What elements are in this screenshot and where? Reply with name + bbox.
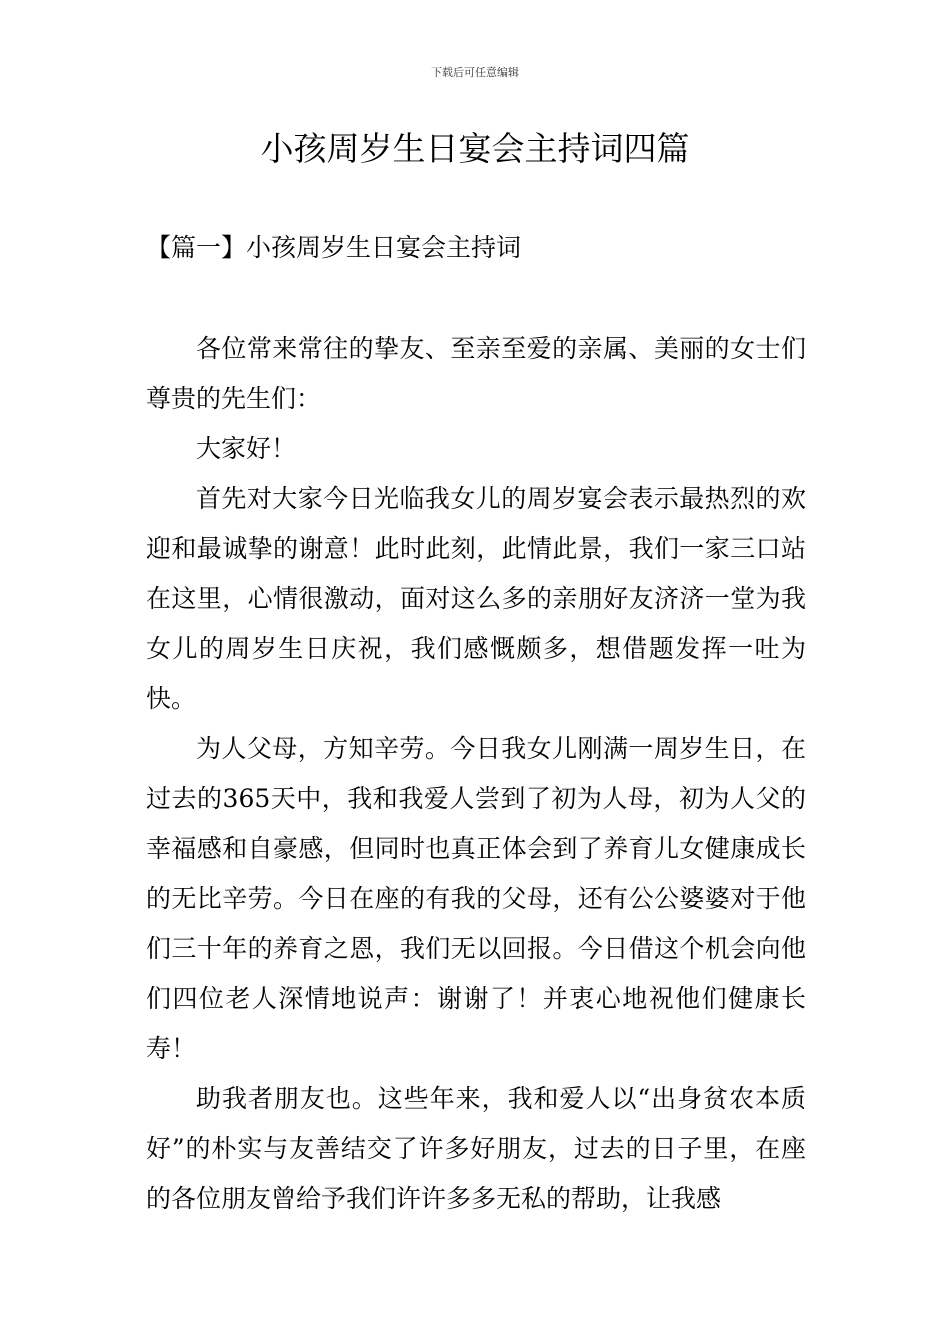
section-heading: 【篇一】小孩周岁生日宴会主持词 xyxy=(146,233,522,262)
header-note: 下载后可任意编辑 xyxy=(431,66,519,79)
paragraph-greeting: 各位常来常往的挚友、至亲至爱的亲属、美丽的女士们尊贵的先生们： xyxy=(146,334,806,413)
paragraph-hello: 大家好！ xyxy=(196,434,297,463)
body-text xyxy=(146,324,806,1224)
document-title: 小孩周岁生日宴会主持词四篇 xyxy=(260,129,690,168)
paragraph-welcome: 首先对大家今日光临我女儿的周岁宴会表示最热烈的欢迎和最诚挚的谢意！此时此刻，此情此景，我们一家三口站在这里，心情很激动，面对这么多的亲朋好友济济一堂为我女儿的周岁生日庆祝，我们感慨颇多，想借题发挥一吐为快。 xyxy=(146,484,806,713)
paragraph-friends: 助我者朋友也。这些年来，我和爱人以“出身贫农本质好”的朴实与友善结交了许多好朋友，过去的日子里，在座的各位朋友曾给予我们许许多多无私的帮助，让我感 xyxy=(146,1084,806,1213)
paragraph-parents: 为人父母，方知辛劳。今日我女儿刚满一周岁生日，在过去的365天中，我和我爱人尝到了初为人母，初为人父的幸福感和自豪感，但同时也真正体会到了养育儿女健康成长的无比辛劳。今日在座的有我的父母，还有公公婆婆对于他们三十年的养育之恩，我们无以回报。今日借这个机会向他们四位老人深情地说声：谢谢了！并衷心地祝他们健康长寿！ xyxy=(146,734,806,1063)
